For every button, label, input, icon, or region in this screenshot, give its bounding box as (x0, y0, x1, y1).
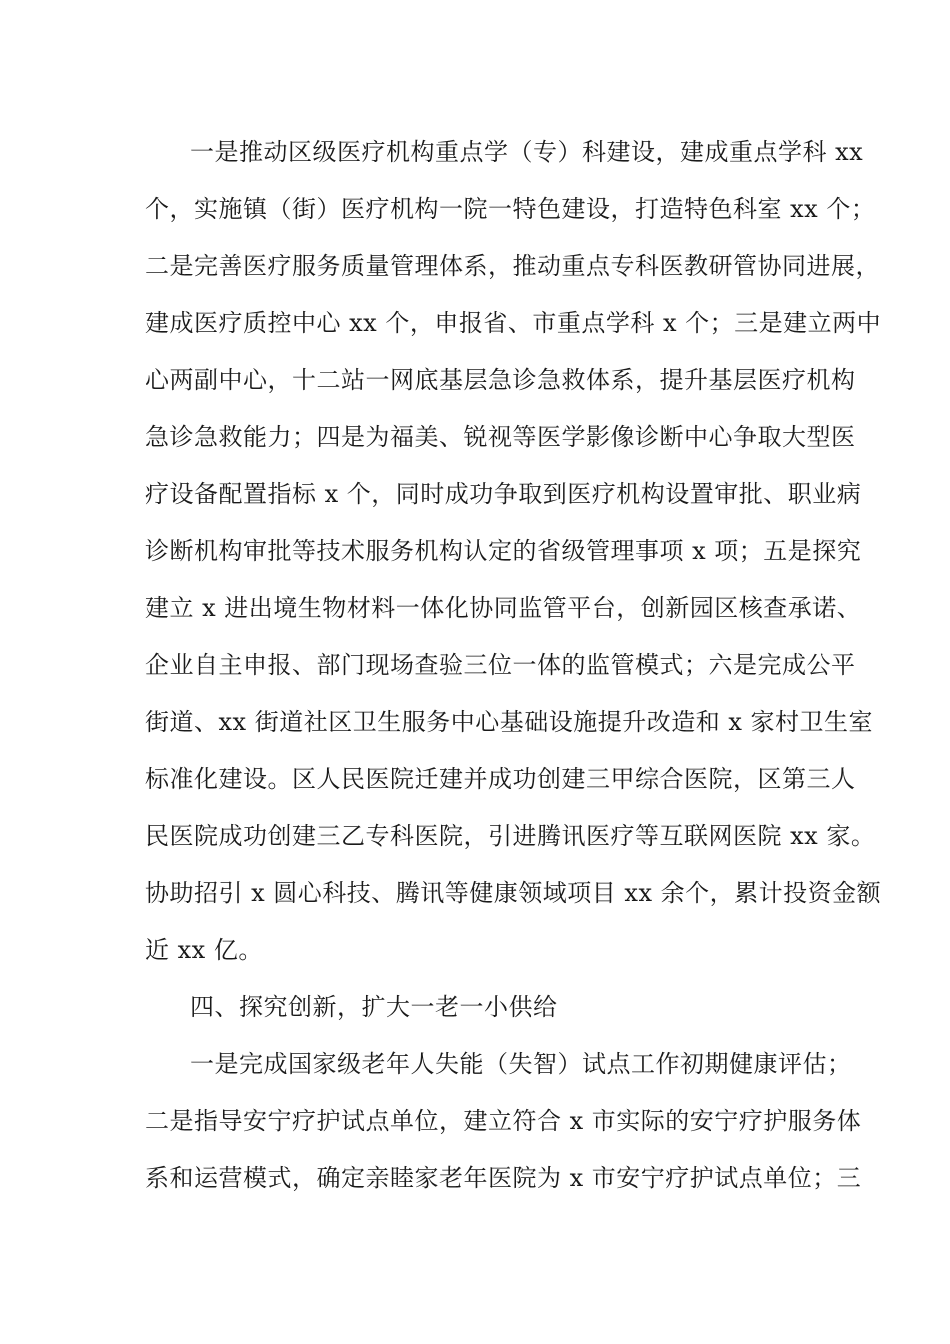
paragraph-line: 企业自主申报、部门现场查验三位一体的监管模式；六是完成公平 (145, 651, 856, 679)
paragraph-line: 系和运营模式，确定亲睦家老年医院为 x 市安宁疗护试点单位；三 (145, 1164, 862, 1192)
paragraph-line: 近 xx 亿。 (145, 936, 263, 964)
paragraph-line: 建立 x 进出境生物材料一体化协同监管平台，创新园区核查承诺、 (145, 594, 862, 622)
paragraph-line: 一是推动区级医疗机构重点学（专）科建设，建成重点学科 xx (190, 138, 864, 166)
paragraph-line: 一是完成国家级老年人失能（失智）试点工作初期健康评估； (190, 1050, 852, 1078)
paragraph-line: 建成医疗质控中心 xx 个，申报省、市重点学科 x 个；三是建立两中 (145, 309, 882, 337)
paragraph-line: 急诊急救能力；四是为福美、锐视等医学影像诊断中心争取大型医 (145, 423, 856, 451)
paragraph-line: 协助招引 x 圆心科技、腾讯等健康领域项目 xx 余个，累计投资金额 (145, 879, 882, 907)
paragraph-line: 心两副中心，十二站一网底基层急诊急救体系，提升基层医疗机构 (145, 366, 856, 394)
paragraph-line: 诊断机构审批等技术服务机构认定的省级管理事项 x 项；五是探究 (145, 537, 862, 565)
paragraph-line: 二是指导安宁疗护试点单位，建立符合 x 市实际的安宁疗护服务体 (145, 1107, 862, 1135)
paragraph-line: 标准化建设。区人民医院迁建并成功创建三甲综合医院，区第三人 (145, 765, 856, 793)
paragraph-line: 街道、xx 街道社区卫生服务中心基础设施提升改造和 x 家村卫生室 (145, 708, 873, 736)
section-heading: 四、探究创新，扩大一老一小供给 (190, 993, 558, 1021)
paragraph-line: 二是完善医疗服务质量管理体系，推动重点专科医教研管协同进展， (145, 252, 880, 280)
paragraph-line: 个，实施镇（街）医疗机构一院一特色建设，打造特色科室 xx 个； (145, 195, 876, 223)
paragraph-line: 疗设备配置指标 x 个，同时成功争取到医疗机构设置审批、职业病 (145, 480, 862, 508)
paragraph-line: 民医院成功创建三乙专科医院，引进腾讯医疗等互联网医院 xx 家。 (145, 822, 876, 850)
